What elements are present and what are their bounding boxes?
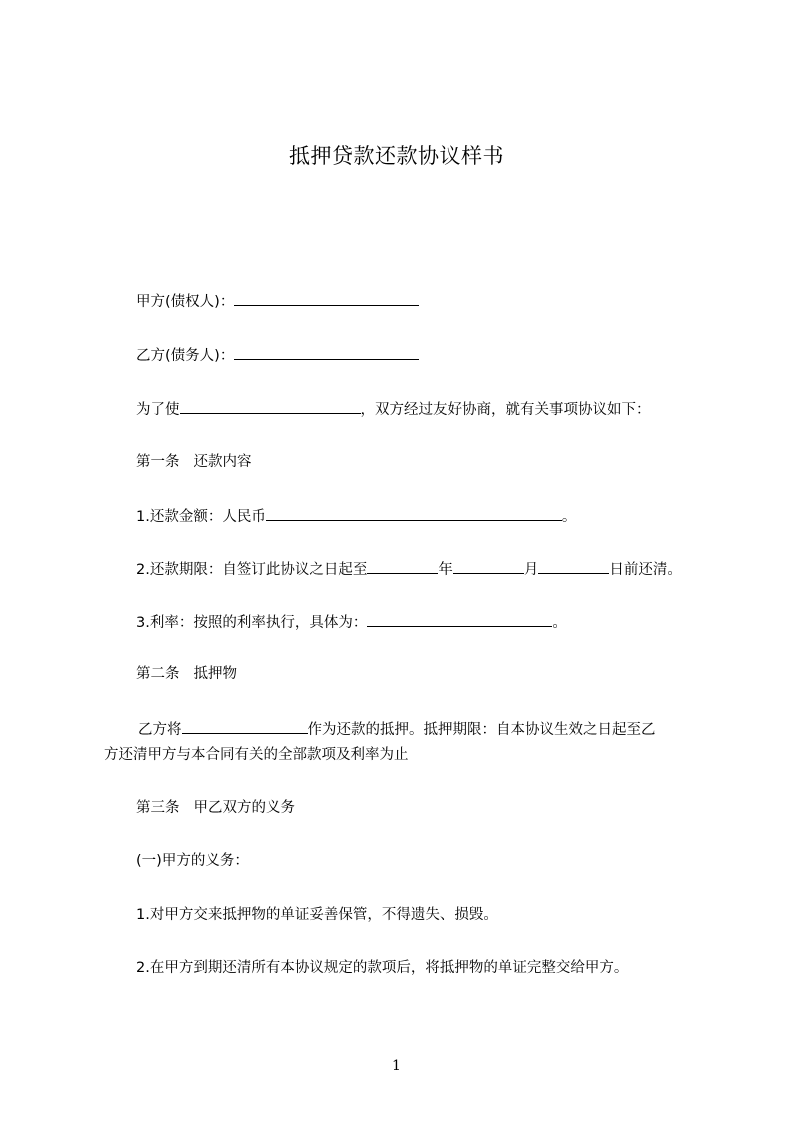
article2-number: 第二条: [136, 666, 180, 682]
article1-title: 还款内容: [193, 454, 252, 470]
article2-paragraph-line1: [138, 718, 656, 740]
article3-sub1: (一)甲方的义务：: [136, 853, 249, 869]
month-label: 月: [523, 562, 539, 578]
article2-title: 抵押物: [193, 666, 237, 682]
article3-number: 第三条: [136, 800, 180, 816]
party-b-label: 乙方(债务人)：: [136, 348, 235, 364]
article2-paragraph-line2: [104, 745, 409, 765]
term-prefix: 2.还款期限：自签订此协议之日起至: [136, 562, 368, 578]
article1-number: 第一条: [136, 454, 180, 470]
collateral-blank[interactable]: [182, 718, 308, 734]
collateral-mid: 作为还款的抵押。抵押期限：自本协议生效之日起至乙: [307, 722, 656, 738]
party-a-line: [136, 290, 419, 312]
article3-heading: [136, 798, 295, 818]
amount-suffix: 。: [561, 509, 577, 525]
amount-blank[interactable]: [266, 505, 562, 521]
article3-title: 甲乙双方的义务: [193, 800, 295, 816]
rate-suffix: 。: [552, 615, 567, 631]
rate-blank[interactable]: [367, 611, 552, 627]
article3-item1: 1.对甲方交来抵押物的单证妥善保管，不得遗失、损毁。: [136, 907, 498, 923]
preamble-prefix: 为了使: [136, 402, 180, 418]
day-blank[interactable]: [538, 558, 609, 574]
preamble-suffix: ，双方经过友好协商，就有关事项协议如下：: [360, 402, 651, 418]
collateral-cont: 方还清甲方与本合同有关的全部款项及利率为止: [104, 747, 409, 763]
article1-item1: [136, 505, 576, 527]
document-title: 抵押贷款还款协议样书: [289, 144, 504, 168]
year-label: 年: [438, 562, 453, 578]
article1-item3: [136, 611, 567, 633]
collateral-prefix: 乙方将: [138, 722, 182, 738]
party-b-blank[interactable]: [234, 344, 419, 360]
year-blank[interactable]: [367, 558, 438, 574]
amount-prefix: 1.还款金额：人民币: [136, 509, 266, 525]
article1-heading: [136, 452, 252, 472]
page-number: 1: [392, 1058, 401, 1074]
month-blank[interactable]: [453, 558, 524, 574]
party-b-line: [136, 344, 419, 366]
preamble-blank[interactable]: [180, 398, 361, 414]
rate-prefix: 3.利率：按照的利率执行，具体为：: [136, 615, 368, 631]
party-a-blank[interactable]: [234, 290, 419, 306]
article2-heading: [136, 664, 237, 684]
article1-item2: [136, 558, 682, 580]
article3-item2: 2.在甲方到期还清所有本协议规定的款项后，将抵押物的单证完整交给甲方。: [136, 960, 629, 976]
day-suffix: 日前还清。: [609, 562, 682, 578]
party-a-label: 甲方(债权人)：: [136, 294, 235, 310]
preamble-line: [136, 398, 651, 420]
